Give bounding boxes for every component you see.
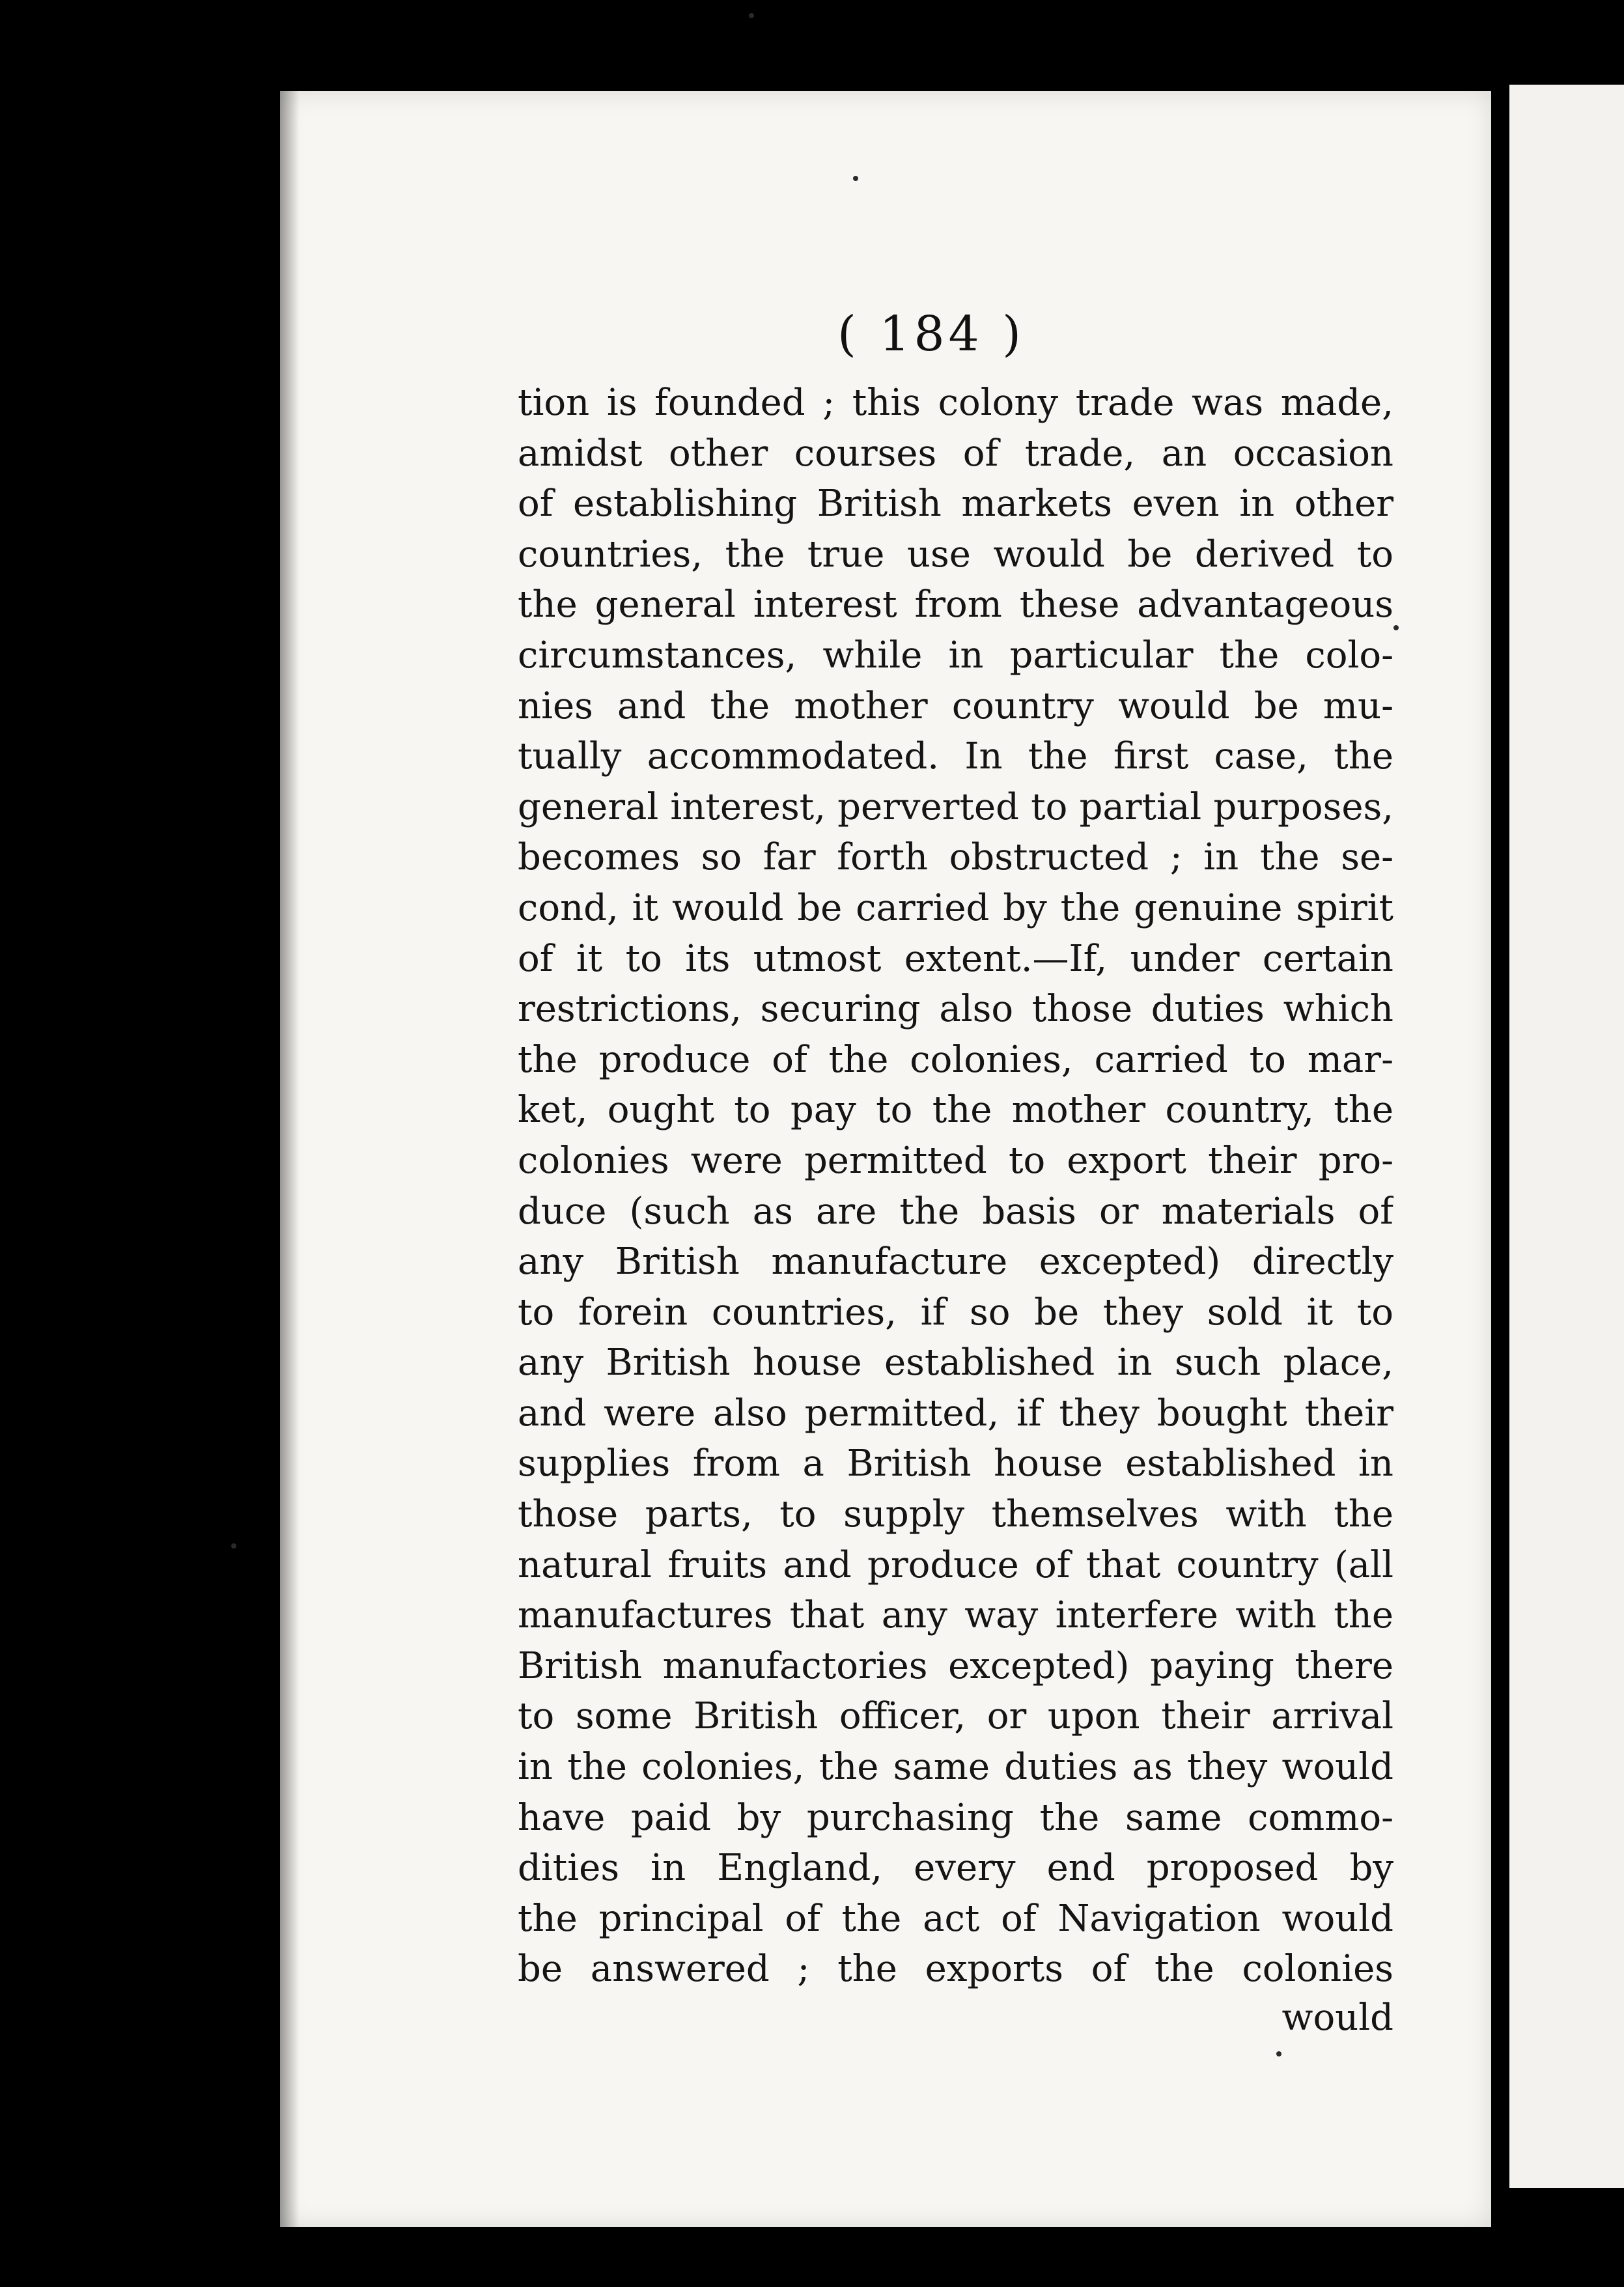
text-line: restrictions, securing also those duties which [518, 988, 1393, 1031]
text-line: be answered ; the exports of the colonies [518, 1948, 1393, 1991]
text-line: nies and the mother country would be mu- [518, 684, 1393, 727]
text-line: the principal of the act of Navigation would [518, 1897, 1393, 1940]
text-line: have paid by purchasing the same commo- [518, 1796, 1393, 1839]
text-line: British manufactories excepted) paying there [518, 1644, 1393, 1687]
text-line: tion is founded ; this colony trade was made, [518, 382, 1393, 424]
text-line: and were also permitted, if they bought their [518, 1392, 1393, 1435]
print-speck [853, 176, 858, 181]
text-line: colonies were permitted to export their pro- [518, 1139, 1393, 1182]
text-line: dities in England, every end proposed by [518, 1847, 1393, 1890]
text-line: duce (such as are the basis or materials of [518, 1190, 1393, 1233]
adjacent-page-edge [1509, 85, 1624, 2188]
text-line: natural fruits and produce of that country (all [518, 1543, 1393, 1586]
text-line: manufactures that any way interfere with the [518, 1594, 1393, 1637]
print-speck [231, 1543, 236, 1549]
text-line: ket, ought to pay to the mother country, the [518, 1089, 1393, 1132]
text-line: supplies from a British house established in [518, 1442, 1393, 1485]
text-line: of it to its utmost extent.—If, under certain [518, 937, 1393, 980]
text-line: any British house established in such place, [518, 1341, 1393, 1384]
text-line: to forein countries, if so be they sold it to [518, 1291, 1393, 1334]
text-line: to some British officer, or upon their arrival [518, 1695, 1393, 1738]
text-line: any British manufacture excepted) directly [518, 1241, 1393, 1284]
body-text [518, 378, 1393, 1995]
text-line: circumstances, while in particular the colo- [518, 634, 1393, 677]
text-line: in the colonies, the same duties as they would [518, 1746, 1393, 1789]
text-line: countries, the true use would be derived to [518, 533, 1393, 576]
text-line: amidst other courses of trade, an occasion [518, 432, 1393, 475]
text-line: tually accommodated. In the first case, the [518, 735, 1393, 778]
text-line: becomes so far forth obstructed ; in the se- [518, 836, 1393, 879]
text-line: those parts, to supply themselves with the [518, 1493, 1393, 1536]
text-line: cond, it would be carried by the genuine spirit [518, 886, 1393, 929]
text-line: general interest, perverted to partial purposes, [518, 785, 1393, 828]
catchword: would [1281, 1997, 1393, 2039]
text-line: the general interest from these advantageous [518, 583, 1393, 626]
print-speck [1276, 2051, 1281, 2056]
print-speck [1393, 625, 1399, 630]
print-speck [749, 13, 754, 18]
text-line: the produce of the colonies, carried to mar- [518, 1038, 1393, 1081]
page-number: ( 184 ) [837, 306, 1026, 362]
text-line: of establishing British markets even in other [518, 483, 1393, 526]
gutter-shadow [280, 91, 300, 2227]
